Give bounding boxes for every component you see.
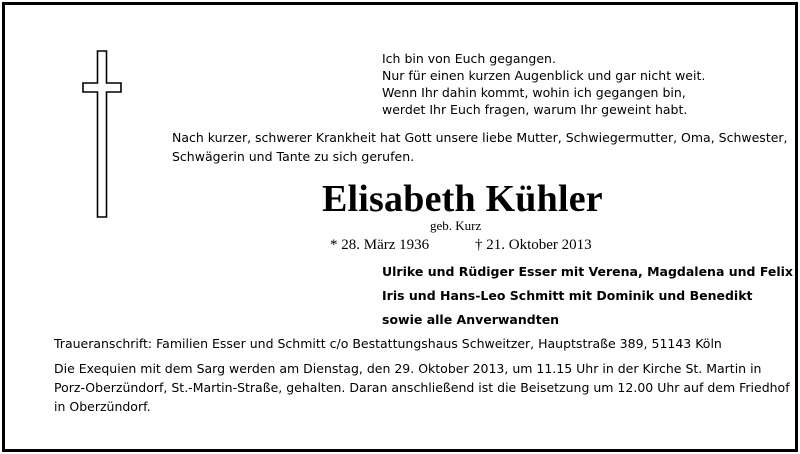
- poem-line: werdet Ihr Euch fragen, warum Ihr geweint habt.: [382, 102, 688, 117]
- intro-line: Schwägerin und Tante zu sich gerufen.: [172, 149, 415, 164]
- service-line: Porz-Oberzündorf, St.-Martin-Straße, gehalten. Daran anschließend ist die Beisetzung um 12.00 Uhr auf dem Friedhof: [54, 380, 790, 395]
- poem-line: Ich bin von Euch gegangen.: [382, 51, 556, 66]
- family-list: [382, 260, 793, 332]
- family-line: Iris und Hans-Leo Schmitt mit Dominik und Benedikt: [382, 288, 753, 303]
- poem: [382, 50, 705, 118]
- cross-icon: [82, 50, 122, 218]
- maiden-name: geb. Kurz: [430, 218, 482, 233]
- family-line: Ulrike und Rüdiger Esser mit Verena, Magdalena und Felix: [382, 264, 793, 279]
- service-line: Die Exequien mit dem Sarg werden am Dienstag, den 29. Oktober 2013, um 11.15 Uhr in der Kirche St. Martin in: [54, 361, 762, 376]
- birth-date: * 28. März 1936: [330, 237, 430, 253]
- intro-text: [172, 128, 788, 166]
- deceased-name: Elisabeth Kühler: [322, 178, 603, 220]
- intro-line: Nach kurzer, schwerer Krankheit hat Gott unsere liebe Mutter, Schwiegermutter, Oma, Schwester,: [172, 130, 788, 145]
- mourning-address: Traueranschrift: Familien Esser und Schmitt c/o Bestattungshaus Schweitzer, Hauptstraße 389, 51143 Köln: [54, 336, 722, 351]
- poem-line: Nur für einen kurzen Augenblick und gar nicht weit.: [382, 68, 706, 83]
- service-details: [54, 359, 790, 416]
- poem-line: Wenn Ihr dahin kommt, wohin ich gegangen bin,: [382, 85, 686, 100]
- service-line: in Oberzündorf.: [54, 399, 151, 414]
- death-date: † 21. Oktober 2013: [475, 237, 592, 253]
- family-line: sowie alle Anverwandten: [382, 312, 560, 327]
